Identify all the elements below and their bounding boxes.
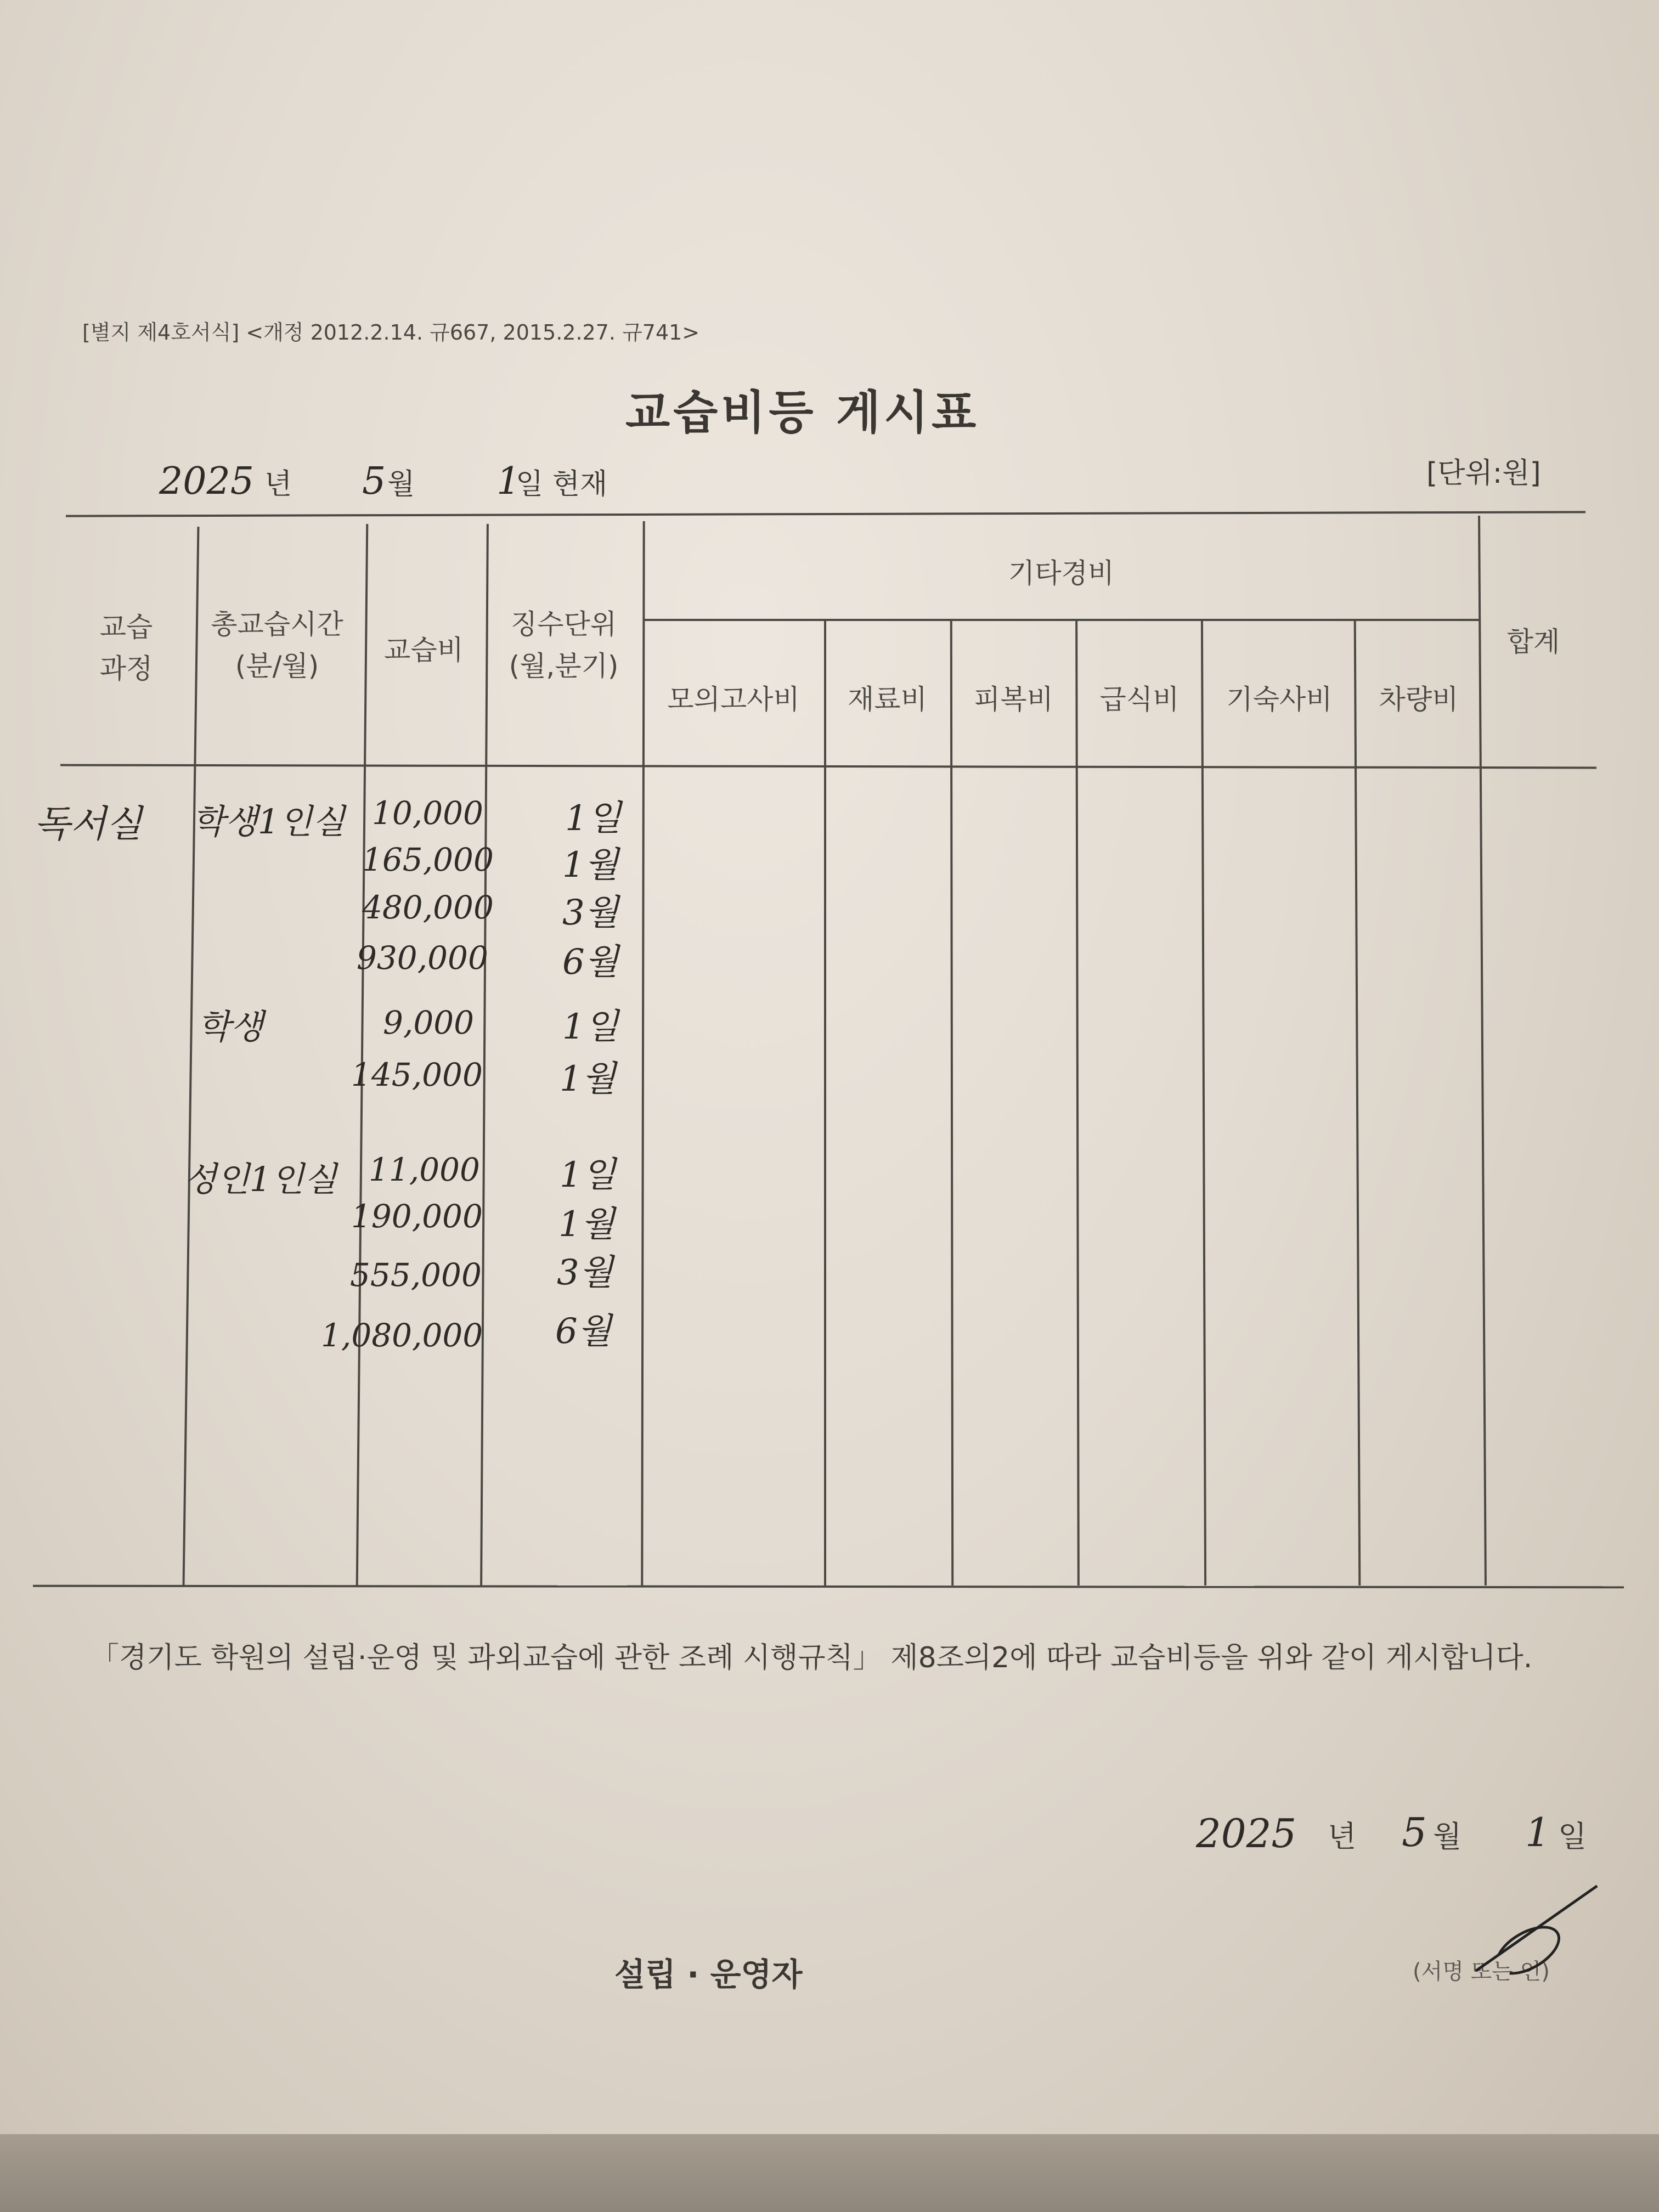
as-of-day: 1 <box>496 460 521 503</box>
as-of-year: 2025 <box>159 460 255 503</box>
as-of-day-unit: 일 현재 <box>516 468 608 501</box>
operator-label: 설립 · 운영자 <box>614 1956 803 1993</box>
header-course: 교습 과정 <box>99 611 153 685</box>
signed-year-unit: 년 <box>1328 1819 1357 1854</box>
header-total: 합계 <box>1506 626 1560 658</box>
fee-value: 11,000 <box>369 1151 480 1188</box>
unit-value: 3월 <box>557 1252 613 1293</box>
signed-year: 2025 <box>1196 1810 1297 1857</box>
header-sub-uniform: 피복비 <box>974 684 1053 715</box>
unit-value: 6월 <box>562 942 619 983</box>
signed-day-unit: 일 <box>1558 1819 1587 1854</box>
fee-value: 930,000 <box>357 939 488 977</box>
page-title: 교습비등 게시표 <box>625 386 980 439</box>
as-of-year-unit: 년 <box>264 468 292 501</box>
unit-value: 1월 <box>562 845 619 885</box>
signed-month: 5 <box>1402 1809 1427 1855</box>
fee-value: 555,000 <box>350 1256 482 1294</box>
as-of-month-unit: 월 <box>387 468 415 501</box>
col-line-5 <box>824 620 826 1585</box>
fee-value: 9,000 <box>383 1004 475 1041</box>
header-sub-dormitory: 기숙사비 <box>1226 684 1333 715</box>
unit-value: 3월 <box>562 893 619 933</box>
unit-value: 1월 <box>558 1204 615 1245</box>
notice-text: 「경기도 학원의 설립·운영 및 과외교습에 관한 조례 시행규칙」 제8조의2에 따라 교습비등을 위와 같이 게시합니다. <box>91 1641 1533 1674</box>
header-other-expenses: 기타경비 <box>1008 557 1115 589</box>
fee-value: 480,000 <box>362 889 494 926</box>
fee-value: 145,000 <box>351 1056 483 1093</box>
group-label: 학생1인실 <box>192 802 346 842</box>
group-label: 성인1인실 <box>184 1159 337 1199</box>
signed-month-unit: 월 <box>1433 1819 1462 1854</box>
form-label: [별지 제4호서식] <개정 2012.2.14. 규667, 2015.2.27. 규741> <box>82 320 700 345</box>
as-of-month: 5 <box>362 460 386 503</box>
unit-value: 1일 <box>560 1155 616 1195</box>
header-total-hours: 총교습시간 (분/월) <box>211 608 343 682</box>
fee-value: 10,000 <box>372 794 483 832</box>
course-name: 독서실 <box>34 803 143 846</box>
header-sub-materials: 재료비 <box>848 684 927 715</box>
unit-value: 6월 <box>555 1311 612 1352</box>
group-label: 학생 <box>198 1007 263 1047</box>
unit-label: [단위:원] <box>1426 457 1541 490</box>
header-fee: 교습비 <box>384 634 464 666</box>
fee-value: 165,000 <box>362 841 494 878</box>
fee-value: 190,000 <box>351 1198 483 1235</box>
header-sub-vehicle: 차량비 <box>1379 684 1459 715</box>
table-surface <box>0 2134 1659 2212</box>
unit-value: 1월 <box>560 1059 616 1099</box>
signed-day: 1 <box>1525 1809 1550 1855</box>
header-sub-meals: 급식비 <box>1099 684 1180 715</box>
fee-value: 1,080,000 <box>321 1317 483 1354</box>
signature-label: (서명 또는 인) <box>1413 1959 1550 1984</box>
unit-value: 1일 <box>565 798 622 839</box>
header-collection-unit: 징수단위 (월,분기) <box>509 608 619 682</box>
header-sub-mock-exam: 모의고사비 <box>667 684 800 715</box>
unit-value: 1일 <box>562 1007 619 1047</box>
